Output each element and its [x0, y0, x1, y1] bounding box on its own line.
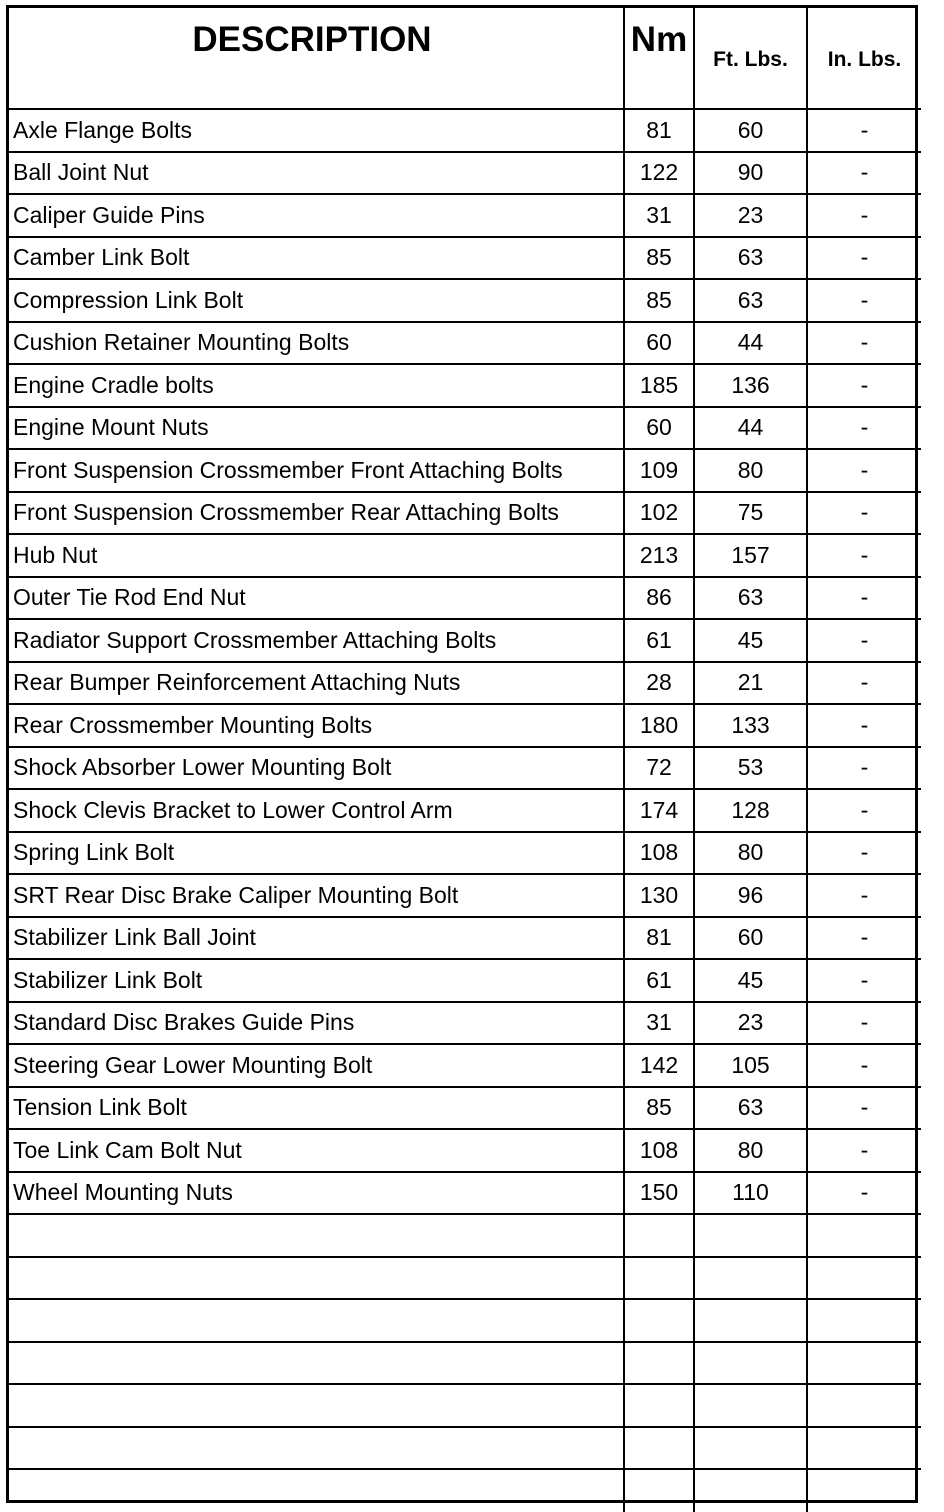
in-lbs-cell: - [807, 492, 921, 535]
description-cell: Engine Cradle bolts [9, 364, 624, 407]
description-cell: Rear Crossmember Mounting Bolts [9, 704, 624, 747]
description-cell: Standard Disc Brakes Guide Pins [9, 1002, 624, 1045]
description-cell: Shock Absorber Lower Mounting Bolt [9, 747, 624, 790]
ft-lbs-cell [694, 1299, 807, 1342]
ft-lbs-cell: 90 [694, 152, 807, 195]
table-row [9, 279, 921, 322]
torque-spec-table [9, 8, 921, 1512]
in-lbs-cell [807, 1257, 921, 1300]
nm-cell: 174 [624, 789, 694, 832]
description-cell: Hub Nut [9, 534, 624, 577]
table-row [9, 1384, 921, 1427]
in-lbs-cell: - [807, 874, 921, 917]
table-row [9, 152, 921, 195]
nm-cell: 28 [624, 662, 694, 705]
ft-lbs-cell: 23 [694, 1002, 807, 1045]
ft-lbs-cell: 105 [694, 1044, 807, 1087]
in-lbs-cell [807, 1469, 921, 1512]
ft-lbs-cell: 75 [694, 492, 807, 535]
nm-cell: 85 [624, 237, 694, 280]
ft-lbs-cell: 157 [694, 534, 807, 577]
description-cell: Rear Bumper Reinforcement Attaching Nuts [9, 662, 624, 705]
description-cell: Steering Gear Lower Mounting Bolt [9, 1044, 624, 1087]
nm-cell: 142 [624, 1044, 694, 1087]
ft-lbs-cell: 136 [694, 364, 807, 407]
table-row [9, 874, 921, 917]
table-row [9, 832, 921, 875]
nm-cell: 61 [624, 619, 694, 662]
table-row [9, 1342, 921, 1385]
table-row [9, 364, 921, 407]
table-row [9, 619, 921, 662]
description-cell [9, 1214, 624, 1257]
nm-cell: 108 [624, 1129, 694, 1172]
description-cell: Camber Link Bolt [9, 237, 624, 280]
table-row [9, 1002, 921, 1045]
ft-lbs-cell: 80 [694, 449, 807, 492]
in-lbs-cell: - [807, 1002, 921, 1045]
table-row [9, 1257, 921, 1300]
ft-lbs-cell: 63 [694, 237, 807, 280]
in-lbs-cell: - [807, 237, 921, 280]
description-cell: Wheel Mounting Nuts [9, 1172, 624, 1215]
description-cell: Front Suspension Crossmember Front Attaching Bolts [9, 449, 624, 492]
in-lbs-cell: - [807, 1044, 921, 1087]
nm-cell: 81 [624, 917, 694, 960]
description-cell: Cushion Retainer Mounting Bolts [9, 322, 624, 365]
table-row [9, 959, 921, 1002]
in-lbs-cell: - [807, 789, 921, 832]
in-lbs-cell: - [807, 917, 921, 960]
nm-cell [624, 1469, 694, 1512]
ft-lbs-cell: 128 [694, 789, 807, 832]
column-header-ft-lbs: Ft. Lbs. [694, 8, 807, 109]
header-row [9, 8, 921, 109]
nm-cell: 130 [624, 874, 694, 917]
in-lbs-cell [807, 1427, 921, 1470]
in-lbs-cell: - [807, 449, 921, 492]
in-lbs-cell: - [807, 364, 921, 407]
description-cell: Shock Clevis Bracket to Lower Control Arm [9, 789, 624, 832]
in-lbs-cell: - [807, 407, 921, 450]
table-row [9, 1299, 921, 1342]
table-row [9, 1172, 921, 1215]
ft-lbs-cell [694, 1257, 807, 1300]
nm-cell: 31 [624, 1002, 694, 1045]
nm-cell [624, 1214, 694, 1257]
in-lbs-cell: - [807, 322, 921, 365]
in-lbs-cell: - [807, 619, 921, 662]
ft-lbs-cell: 45 [694, 619, 807, 662]
ft-lbs-cell: 44 [694, 407, 807, 450]
ft-lbs-cell: 96 [694, 874, 807, 917]
ft-lbs-cell: 133 [694, 704, 807, 747]
table-row [9, 662, 921, 705]
table-body [9, 109, 921, 1512]
nm-cell: 213 [624, 534, 694, 577]
nm-cell: 81 [624, 109, 694, 152]
nm-cell: 108 [624, 832, 694, 875]
in-lbs-cell: - [807, 109, 921, 152]
nm-cell: 85 [624, 279, 694, 322]
table-row [9, 1214, 921, 1257]
table-row [9, 577, 921, 620]
table-row [9, 704, 921, 747]
ft-lbs-cell: 110 [694, 1172, 807, 1215]
description-cell: SRT Rear Disc Brake Caliper Mounting Bolt [9, 874, 624, 917]
ft-lbs-cell [694, 1469, 807, 1512]
in-lbs-cell: - [807, 662, 921, 705]
table-row [9, 407, 921, 450]
table-row [9, 237, 921, 280]
in-lbs-cell: - [807, 152, 921, 195]
in-lbs-cell: - [807, 577, 921, 620]
ft-lbs-cell: 80 [694, 1129, 807, 1172]
nm-cell: 61 [624, 959, 694, 1002]
nm-cell: 86 [624, 577, 694, 620]
nm-cell: 102 [624, 492, 694, 535]
table-row [9, 534, 921, 577]
in-lbs-cell: - [807, 832, 921, 875]
in-lbs-cell: - [807, 194, 921, 237]
description-cell: Tension Link Bolt [9, 1087, 624, 1130]
table-row [9, 789, 921, 832]
description-cell: Stabilizer Link Ball Joint [9, 917, 624, 960]
table-row [9, 322, 921, 365]
description-cell: Ball Joint Nut [9, 152, 624, 195]
description-cell: Stabilizer Link Bolt [9, 959, 624, 1002]
in-lbs-cell [807, 1342, 921, 1385]
ft-lbs-cell [694, 1384, 807, 1427]
in-lbs-cell [807, 1214, 921, 1257]
nm-cell: 185 [624, 364, 694, 407]
description-cell [9, 1469, 624, 1512]
nm-cell: 31 [624, 194, 694, 237]
nm-cell: 72 [624, 747, 694, 790]
nm-cell: 60 [624, 322, 694, 365]
table-row [9, 747, 921, 790]
table-row [9, 1427, 921, 1470]
column-header-description: DESCRIPTION [9, 8, 624, 109]
nm-cell [624, 1257, 694, 1300]
nm-cell [624, 1427, 694, 1470]
in-lbs-cell: - [807, 747, 921, 790]
column-header-in-lbs: In. Lbs. [807, 8, 921, 109]
table-row [9, 1129, 921, 1172]
ft-lbs-cell: 53 [694, 747, 807, 790]
description-cell [9, 1427, 624, 1470]
in-lbs-cell: - [807, 704, 921, 747]
in-lbs-cell: - [807, 1087, 921, 1130]
description-cell: Outer Tie Rod End Nut [9, 577, 624, 620]
nm-cell: 85 [624, 1087, 694, 1130]
table-row [9, 917, 921, 960]
ft-lbs-cell [694, 1214, 807, 1257]
nm-cell: 180 [624, 704, 694, 747]
in-lbs-cell: - [807, 279, 921, 322]
ft-lbs-cell: 44 [694, 322, 807, 365]
description-cell [9, 1384, 624, 1427]
description-cell: Radiator Support Crossmember Attaching Bolts [9, 619, 624, 662]
table-row [9, 449, 921, 492]
in-lbs-cell: - [807, 1172, 921, 1215]
table-row [9, 109, 921, 152]
nm-cell: 150 [624, 1172, 694, 1215]
description-cell [9, 1299, 624, 1342]
nm-cell: 122 [624, 152, 694, 195]
in-lbs-cell: - [807, 1129, 921, 1172]
description-cell: Compression Link Bolt [9, 279, 624, 322]
nm-cell [624, 1299, 694, 1342]
description-cell: Toe Link Cam Bolt Nut [9, 1129, 624, 1172]
ft-lbs-cell: 80 [694, 832, 807, 875]
torque-spec-sheet [6, 5, 918, 1503]
column-header-nm: Nm [624, 8, 694, 109]
table-row [9, 492, 921, 535]
nm-cell [624, 1384, 694, 1427]
ft-lbs-cell: 60 [694, 917, 807, 960]
table-row [9, 1044, 921, 1087]
table-row [9, 1469, 921, 1512]
nm-cell: 60 [624, 407, 694, 450]
description-cell: Engine Mount Nuts [9, 407, 624, 450]
ft-lbs-cell: 21 [694, 662, 807, 705]
description-cell: Front Suspension Crossmember Rear Attaching Bolts [9, 492, 624, 535]
table-row [9, 1087, 921, 1130]
ft-lbs-cell: 45 [694, 959, 807, 1002]
in-lbs-cell: - [807, 534, 921, 577]
ft-lbs-cell [694, 1342, 807, 1385]
in-lbs-cell [807, 1299, 921, 1342]
description-cell: Caliper Guide Pins [9, 194, 624, 237]
description-cell: Spring Link Bolt [9, 832, 624, 875]
description-cell: Axle Flange Bolts [9, 109, 624, 152]
ft-lbs-cell: 63 [694, 279, 807, 322]
ft-lbs-cell: 63 [694, 577, 807, 620]
ft-lbs-cell: 60 [694, 109, 807, 152]
ft-lbs-cell [694, 1427, 807, 1470]
ft-lbs-cell: 23 [694, 194, 807, 237]
description-cell [9, 1342, 624, 1385]
in-lbs-cell [807, 1384, 921, 1427]
in-lbs-cell: - [807, 959, 921, 1002]
table-row [9, 194, 921, 237]
nm-cell: 109 [624, 449, 694, 492]
description-cell [9, 1257, 624, 1300]
nm-cell [624, 1342, 694, 1385]
ft-lbs-cell: 63 [694, 1087, 807, 1130]
